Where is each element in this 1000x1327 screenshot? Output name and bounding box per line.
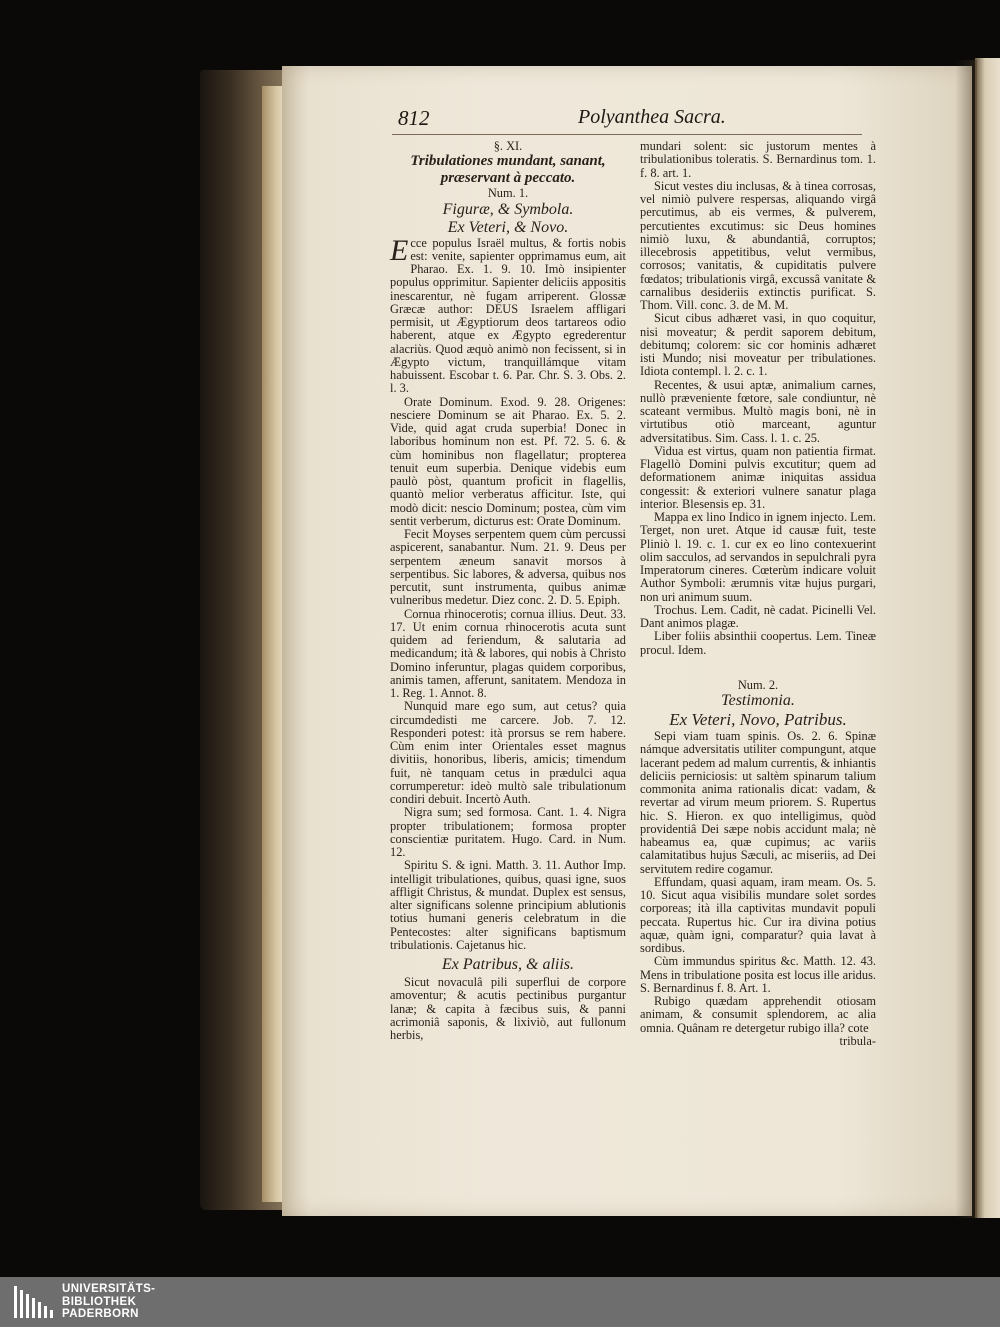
paragraph: mundari solent: sic justorum mentes à tribulationibus toleratis. S. Bernardinus tom. 1. f. 8. art. 1. — [640, 139, 876, 180]
subtitle: Ex Veteri, & Novo. — [447, 218, 569, 236]
num-heading: Num. 2. — [737, 677, 779, 692]
drop-cap: E — [390, 233, 409, 267]
paragraph: Sicut vestes diu inclusas, & à tinea corrosas, vel nimiò pulvere respersas, aliquando virgâ percutimus, ab eis vermes, & pulverem, percutientes excutimus: sic Deus homines nimiò luxu, & abundantiâ, corruptos; illecebrosis appetitibus, velut vermibus, corrosos; vanitatis, & cupiditatis pulvere fœdatos; tribulationis virgâ, excussâ vanitate & carnalibus desideriis extinctis purificat. S. Thom. Vill. conc. 3. de M. M. — [640, 178, 876, 312]
paragraph: Cornua rhinocerotis; cornua illius. Deut. 33. 17. Ut enim cornua rhinocerotis acuta sunt quidem ad feriendum, & salutaria ad medicandum; ità & labores, qui nobis à Christo Domino inferuntur, plagas quidem corporibus, animis tamen, afferunt, sanitatem. Mendoza in 1. Reg. 1. Annot. 8. — [390, 606, 626, 700]
page-gutter-shadow — [955, 60, 977, 1218]
paragraph: Effundam, quasi aquam, iram meam. Os. 5. 10. Sicut aqua visibilis mundare solet sordes corporeas; ità illa captivitas mundavit populi peccata. Rupertus hic. Cur ira divina potius aquæ, quàm igni, comparatur? quia lavat à sordibus. — [640, 874, 876, 955]
paragraph: Nigra sum; sed formosa. Cant. 1. 4. Nigra propter tribulationem; formosa propter conscientiæ puritatem. Hugo. Card. in Num. 12. — [390, 805, 626, 859]
paragraph: Sicut novaculâ pili superflui de corpore amoventur; & acutis pectinibus purgantur lanæ; & capita à fæcibus suis, & panni acrimoniâ saponis, & lixiviò, aut fullonum herbis, — [390, 975, 626, 1042]
library-name-line: PADERBORN — [62, 1308, 139, 1321]
section-title: Tribulationes mundant, sanant, præservant à peccato. — [410, 153, 606, 187]
subtitle: Testimonia. — [721, 692, 795, 709]
left-column — [390, 140, 626, 1042]
header-rule — [392, 134, 862, 135]
library-footer — [0, 1277, 1000, 1327]
running-head: Polyanthea Sacra. — [578, 106, 726, 128]
paragraph: Spiritu S. & igni. Matth. 3. 11. Author Imp. intelligit tribulationes, quibus, quasi igne, suos affligit Christus, & mundat. Duplex est sensus, alter significans solenne principium ablutionis totius humani generis celebratum in die Pentecostes: alter significans baptismum tribulationis. Cajetanus hic. — [390, 858, 626, 952]
paragraph: Recentes, & usui aptæ, animalium carnes, nullò præveniente fœtore, sale condiuntur, nè scateant vermibus. Multò magis boni, nè in virtutibus otiò marceant, aguntur adversitatibus. Sim. Cass. l. 1. c. 25. — [640, 377, 876, 445]
paragraph-text: cce populus Israël multus, & fortis nobis est: venite, sapienter opprimamus eum, ait Pharao. Ex. 1. 9. 10. Imò insipienter populus opprimitur. Sapienter deliciis appositis inescarentur, nè fugam arriperent. Glossæ Græcæ author: DEUS Israelem affligari permisit, ut Ægyptiorum deos tartareos odio haberent, atque ex Ægypto egrederentur alacriùs. Quod æquò animò non fecissent, si in Ægypto victum, tranquillámque vitam habuissent. Escobar t. 6. Par. Chr. S. 3. Obs. 2. l. 3. — [390, 235, 626, 396]
catchword: tribula- — [839, 1033, 876, 1048]
paragraph: Cùm immundus spiritus &c. Matth. 12. 43. Mens in tribulatione posita est locus ille aridus. S. Bernardinus f. 8. Art. 1. — [640, 954, 876, 995]
num-heading: Num. 1. — [487, 186, 529, 201]
library-name — [62, 1283, 155, 1321]
page-number: 812 — [398, 106, 430, 130]
paragraph: Sepi viam tuam spinis. Os. 2. 6. Spinæ námque adversitatis utiliter compungunt, atque lacerant pedem ad malum currentis, & inhiantis deliciis perniciosis: ut saltèm spinarum talium commonita anima rationalis dicat: vadam, & revertar ad virum meum priorem. S. Rupertus hic. S. Hieron. ex quo intelligimus, quòd providentiâ Dei sæpe nobis accidunt mala; nè habeamus ea, quæ cupimus; ac variis calamitatibus hujus Sæculi, ac miseriis, ad Dei servitutem redire cogamur. — [640, 729, 876, 876]
paragraph: Fecit Moyses serpentem quem cùm percussi aspicerent, sanabantur. Num. 21. 9. Deus per serpentem æneum sanavit morsos à serpentibus. Sic labores, & adversa, quibus nos percutit, sunt instrumenta, quibus animæ vulneribus medetur. Diez conc. 2. D. 5. Epiph. — [390, 527, 626, 608]
facing-page-edge — [975, 58, 1000, 1218]
paragraph: Nunquid mare ego sum, aut cetus? quia circumdedisti me carcere. Job. 7. 12. Responderi potest: ità prorsus se rem habere. Cùm enim inter Orientales esset magnus divitiis, honoribus, liberis, amicis; timendum fuit, nè tanquam cetus in prædulci aqua corrumperetur: ideò multò sale tribulationum condiri debuit. Incertò Auth. — [390, 699, 626, 806]
right-column — [640, 140, 876, 1048]
paragraph: Vidua est virtus, quam non patientia firmat. Flagellò Domini pulvis excutitur; quem ad deformationem animæ iniquitas assidua congessit: & exteriori vulnere sanatur plaga interior. Blesensis ep. 31. — [640, 443, 876, 511]
subtitle: Figuræ, & Symbola. — [442, 200, 574, 218]
library-name-line: UNIVERSITÄTS- — [62, 1283, 156, 1295]
paragraph: Liber foliis absinthii coopertus. Lem. Tineæ procul. Idem. — [640, 629, 876, 657]
paragraph — [390, 233, 626, 396]
section-number: §. XI. — [493, 139, 523, 153]
paragraph: Sicut cibus adhæret vasi, in quo coquitur, nisi moveatur; & perdit saporem debitum, debitumq; colorem: sic cor hominis adhæret isti Mundo; nisi moveatur per tribulationes. Idiota contempl. l. 2. c. 1. — [640, 311, 876, 379]
subtitle: Ex Veteri, Novo, Patribus. — [669, 710, 847, 729]
paragraph: Mappa ex lino Indico in ignem injecto. Lem. Terget, non uret. Atque id causæ fuit, teste Pliniò l. 19. c. 1. cur ex eo lino contexuerint olim sacculos, ad servandos in sepulchrali pyra Imperatorum cineres. Cœterùm indicare voluit Author Symboli: ærumnis vitæ hujus purgari, non uri animum suum. — [640, 510, 876, 604]
paragraph: Trochus. Lem. Cadit, nè cadat. Picinelli Vel. Dant animos plagæ. — [640, 602, 876, 630]
paragraph: Orate Dominum. Exod. 9. 28. Origenes: nesciere Dominum se ait Pharao. Ex. 5. 2. Vide, quid agat cruda superbia! Donec in laboribus hominum non est. Pf. 72. 5. 6. & cùm hominibus non flagellatur; propterea tenuit eum superbia. Denique videbis eum paulò pòst, quantum proficit in flagellis, quantò melior verberatus afficitur. Iste, qui modò dicit: nescio Dominum; postea, cùm vim sentit verberum, dicturus est: Orate Dominum. — [390, 394, 626, 528]
library-logo-icon — [14, 1284, 54, 1320]
subtitle: Ex Patribus, & aliis. — [442, 956, 574, 973]
library-name-line: BIBLIOTHEK — [62, 1295, 137, 1308]
paragraph: Rubigo quædam apprehendit otiosam animam, & consumit splendorem, ac alia omnia. Quânam re detergetur rubigo illa? cote — [640, 994, 876, 1035]
